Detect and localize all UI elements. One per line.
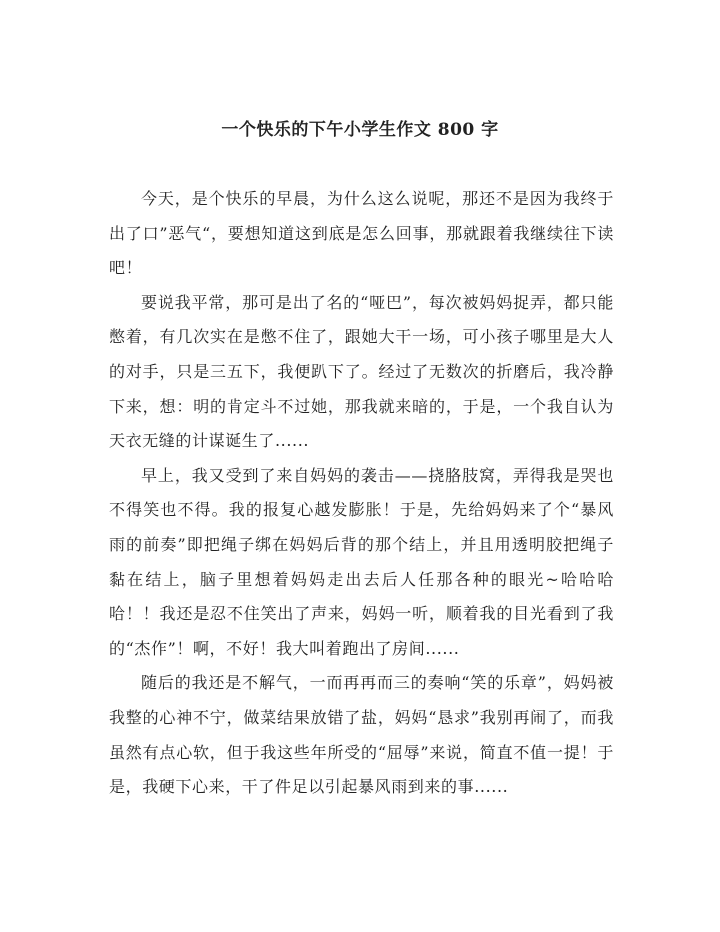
- document-title: 一个快乐的下午小学生作文 800 字: [221, 120, 499, 140]
- paragraph-1: 今天，是个快乐的早晨，为什么这么说呢，那还不是因为我终于出了口”恶气“，要想知道这到底是怎么回事，那就跟着我继续往下读吧！: [109, 189, 614, 278]
- document-body: [109, 182, 614, 805]
- paragraph-4: 随后的我还是不解气，一而再再而三的奏响“笑的乐章”，妈妈被我整的心神不宁，做菜结果放错了盐，妈妈“恳求”我别再闹了，而我虽然有点心软，但于我这些年所受的“屈辱”来说，简直不值一提！于是，我硬下心来，干了件足以引起暴风雨到来的事......: [109, 673, 614, 797]
- paragraph-3: 早上，我又受到了来自妈妈的袭击——挠胳肢窝，弄得我是哭也不得笑也不得。我的报复心越发膨胀！于是，先给妈妈来了个“暴风雨的前奏”即把绳子绑在妈妈后背的那个结上，并且用透明胶把绳子黏在结上，脑子里想着妈妈走出去后人任那各种的眼光~哈哈哈哈！！我还是忍不住笑出了声来，妈妈一听，顺着我的目光看到了我的“杰作”！啊，不好！我大叫着跑出了房间......: [109, 465, 614, 658]
- paragraph-2: 要说我平常，那可是出了名的“哑巴”，每次被妈妈捉弄，都只能憋着，有几次实在是憋不住了，跟她大干一场，可小孩子哪里是大人的对手，只是三五下，我便趴下了。经过了无数次的折磨后，我冷静下来，想：明的肯定斗不过她，那我就来暗的，于是，一个我自认为天衣无缝的计谋诞生了......: [109, 292, 614, 451]
